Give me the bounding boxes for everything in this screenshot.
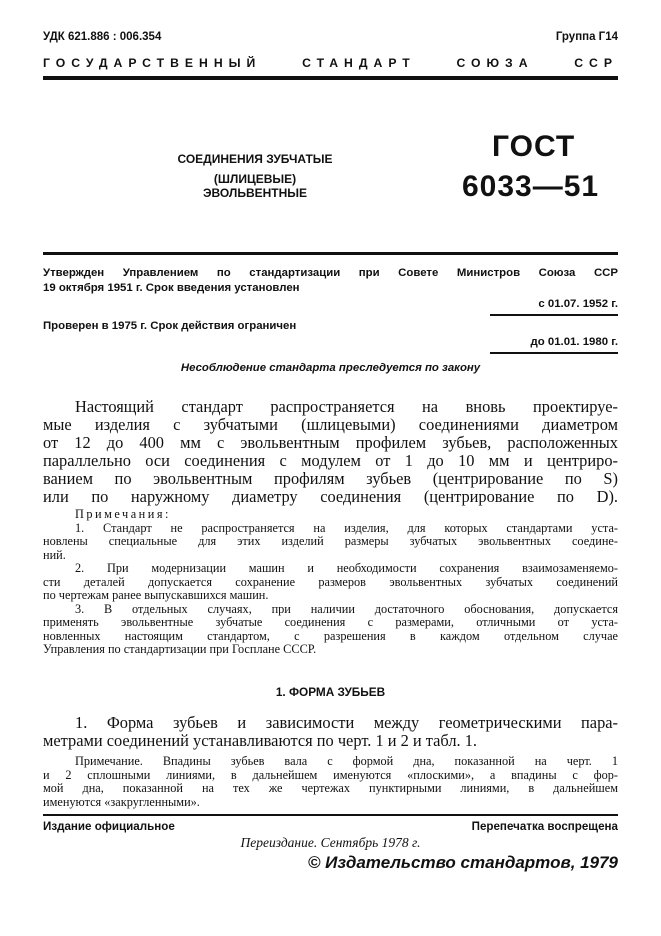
udk-code: УДК 621.886 : 006.354 — [43, 31, 162, 43]
section-note-line: Примечание. Впадины зубьев вала с формой дна, показанной на черт. 1 — [75, 754, 618, 768]
note-line: применять эвольвентные зубчатые соединения с размерами, отличными от уста- — [43, 615, 618, 629]
gost-number: 6033—51 — [462, 170, 600, 203]
intro-line: Настоящий стандарт распространяется на вновь проектируе- — [75, 397, 618, 416]
section-paragraph — [43, 714, 618, 750]
title-line-1: СОЕДИНЕНИЯ ЗУБЧАТЫЕ — [177, 152, 333, 166]
title-line-2: (ШЛИЦЕВЫЕ) ЭВОЛЬВЕНТНЫЕ — [202, 172, 308, 200]
section-line: метрами соединений устанавливаются по черт. 1 и 2 и табл. 1. — [43, 731, 477, 750]
notes-block — [43, 508, 618, 657]
note-line: ний. — [43, 547, 66, 562]
gost-label: ГОСТ — [492, 130, 576, 163]
note-line: 3. В отдельных случаях, при наличии достаточного обоснования, допускается — [75, 601, 618, 616]
section-line: 1. Форма зубьев и зависимости между геометрическими пара- — [75, 713, 618, 732]
intro-line: параллельно оси соединения с модулем от 1 до 10 мм и центриро- — [43, 451, 618, 470]
intro-line: или по наружному диаметру соединения (центрирование по D). — [43, 487, 618, 506]
official-edition: Издание официальное — [43, 820, 175, 833]
check-line: Проверен в 1975 г. Срок действия ограничен — [43, 320, 297, 332]
footer-rule — [43, 814, 618, 816]
title-rule — [43, 252, 618, 255]
intro-line: от 12 до 400 мм с эвольвентным профилем зубьев, расположенных — [43, 433, 618, 452]
limit-date-rule — [490, 352, 618, 354]
state-standard-banner: ГОСУДАРСТВЕННЫЙ СТАНДАРТ СОЮЗА ССР — [43, 56, 618, 70]
introduction-date-rule — [490, 314, 618, 316]
note-line: Управления по стандартизации при Госплане СССР. — [43, 642, 317, 656]
note-line: новлены специальные для этих изделий размеры зубчатых эвольвентных соедине- — [43, 534, 618, 548]
note-line: 1. Стандарт не распространяется на изделия, для которых стандартами уста- — [75, 520, 618, 535]
reprint-ban: Перепечатка воспрещена — [471, 820, 618, 833]
section-note — [43, 755, 618, 809]
intro-paragraph — [43, 398, 618, 506]
section-heading: 1. ФОРМА ЗУБЬЕВ — [275, 685, 386, 699]
limit-date: до 01.01. 1980 г. — [530, 336, 618, 348]
group-code: Группа Г14 — [555, 31, 618, 43]
intro-line: мые изделия с зубчатыми (шлицевыми) соединениями диаметром — [43, 415, 618, 434]
note-line: новленных настоящим стандартом, с разрешения в каждом отдельном случае — [43, 628, 618, 643]
note-line: 2. При модернизации машин и необходимости сохранения взаимозаменяемо- — [75, 561, 618, 575]
section-note-line: мой дна, показанной на тех же чертежах пунктирными линиями, в дальнейшем — [43, 781, 618, 795]
note-line: сти деталей допускается сохранение размеров эвольвентных зубчатых соединений — [43, 574, 618, 589]
introduction-date: с 01.07. 1952 г. — [538, 298, 618, 310]
approval-line-2: 19 октября 1951 г. Срок введения установлен — [43, 282, 300, 294]
approval-line-1: Утвержден Управлением по стандартизации при Совете Министров Союза ССР — [43, 267, 618, 279]
section-note-line: и 2 сплошными линиями, в дальнейшем именуются «плоскими», а впадины с фор- — [43, 767, 618, 782]
publisher: © Издательство стандартов, 1979 — [307, 853, 618, 872]
section-note-line: именуются «закругленными». — [43, 794, 200, 809]
note-line: по чертежам ранее выпускавшихся машин. — [43, 588, 269, 602]
banner-rule — [43, 76, 618, 80]
intro-line: ванием по эвольвентным профилям зубьев (центрирование по S) — [43, 469, 618, 488]
notes-heading: Примечания: — [75, 507, 171, 521]
legal-warning: Несоблюдение стандарта преследуется по закону — [180, 362, 481, 374]
reissue-note: Переиздание. Сентябрь 1978 г. — [240, 835, 421, 850]
